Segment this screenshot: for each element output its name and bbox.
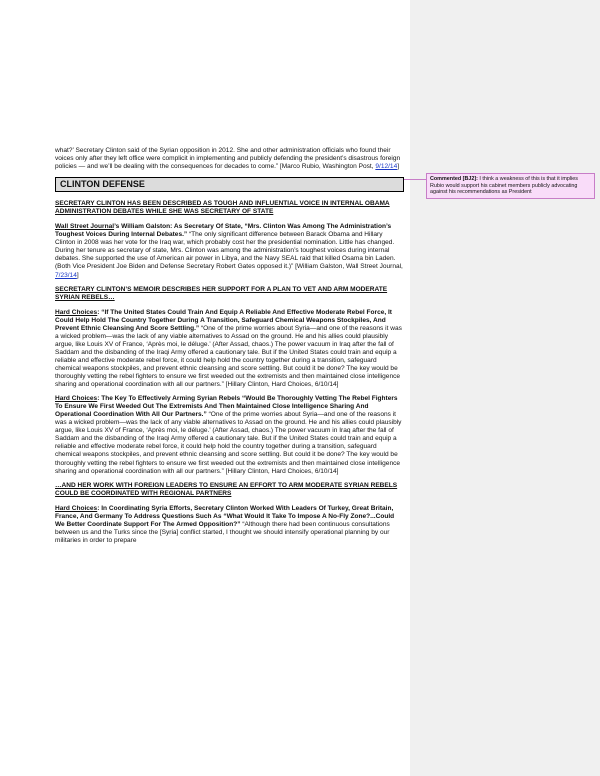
paragraph-hard-choices-1 bbox=[55, 309, 404, 389]
source-hard-choices-3: Hard Choices bbox=[55, 504, 98, 512]
source-hard-choices-1: Hard Choices bbox=[55, 308, 98, 316]
end-wsj: ] bbox=[76, 271, 79, 279]
bold-lead-wsj: ’s William Galston: As Secretary Of State, “Mrs. Clinton Was Among The Administration’s Toughest Voices During Internal Debates.” bbox=[55, 223, 392, 239]
intro-paragraph[interactable] bbox=[55, 147, 404, 171]
intro-source-link[interactable]: 9/12/14 bbox=[375, 163, 398, 171]
body-hc2: “One of the prime worries about Syria—and one of the reasons it was a wicked problem—was the lack of any viable alternatives to Assad on the ground. He and his allies could plausibly argue, like Louis XV of France, ‘Après moi, le déluge.’ (After Assad, chaos.) The power vacuum in Iraq after the fall of Saddam and the disbanding of the Iraqi Army offered a cautionary tale. But if the United States could train and equip a reliable and effective moderate rebel force, it could help hold the country together during a transition, safeguard chemical weapons stockpiles, and prevent ethnic cleansing and score settling. But could it be done? The key would be thoroughly vetting the rebel fighters to ensure we first weeded out the extremists and then maintained close intelligence sharing and operational coordination with all our partners.” [Hillary Clinton, Hard Choices, 6/10/14] bbox=[55, 411, 402, 475]
source-hard-choices-2: Hard Choices bbox=[55, 395, 98, 403]
intro-text: what?’ Secretary Clinton said of the Syrian opposition in 2012. She and other administration officials who found their voices only after they left office were complicit in implementing and publicly defending the president’s disastrous foreign policies — and we’ll be dealing with the consequences for decades to come.” [Marco Rubio, Washington Post, bbox=[55, 147, 401, 171]
paragraph-wsj bbox=[55, 223, 404, 279]
source-wsj: Wall Street Journal bbox=[55, 223, 115, 231]
paragraph-hard-choices-3 bbox=[55, 505, 404, 545]
body-hc3: “Although there had been continuous consultations between us and the Turks since the [Syria] conflict started, I thought we should intensify operational planning by our militaries in order to prepare bbox=[55, 520, 390, 544]
body-hc1: “One of the prime worries about Syria—and one of the reasons it was a wicked problem—was the lack of any viable alternatives to Assad on the ground. He and his allies could plausibly argue, like Louis XV of France, ‘Après moi, le déluge.’ (After Assad, chaos.) The power vacuum in Iraq after the fall of Saddam and the disbanding of the Iraqi Army offered a cautionary tale. But if the United States could train and equip a reliable and effective moderate rebel force, it could help hold the country together during a transition, safeguard chemical weapons stockpiles, and prevent ethnic cleansing and score settling. But could it be done? The key would be thoroughly vetting the rebel fighters to ensure we first weeded out the extremists and then maintained close intelligence sharing and operational coordination with all our partners.” [Hillary Clinton, Hard Choices, 6/10/14] bbox=[55, 324, 402, 389]
body-wsj: “The only significant difference between Barack Obama and Hillary Clinton in 2008 was her vote for the Iraq war, which probably cost her the presidential nomination. Little has changed. During her tenure as secretary of state, Mrs. Clinton was among the administration’s toughest voices during internal debates. She supported the use of American air power in Libya, and the Navy SEAL raid that killed Osama bin Laden. (Both Vice President Joe Biden and Defense Secretary Robert Gates opposed it.)” [William Galston, Wall Street Journal, bbox=[55, 231, 403, 271]
paragraph-hard-choices-2 bbox=[55, 395, 404, 475]
document-body[interactable] bbox=[55, 147, 404, 551]
heading-tough-voice: SECRETARY CLINTON HAS BEEN DESCRIBED AS TOUGH AND INFLUENTIAL VOICE IN INTERNAL OBAMA ADMINISTRATION DEBATES WHILE SHE WAS SECRETARY OF STATE bbox=[55, 200, 390, 216]
bold-lead-hc3: : In Coordinating Syria Efforts, Secretary Clinton Worked With Leaders Of Turkey, Great Britain, France, And Germany To Address Questions Such As “What Would It Take To Impose A No-Fly Zone?...Could We Better Coordinate Support For The Armed Opposition?” bbox=[55, 504, 395, 528]
comment-margin-pane bbox=[410, 0, 600, 776]
comment-author: Commented [BJ2]: bbox=[430, 176, 478, 182]
heading-foreign-leaders: …AND HER WORK WITH FOREIGN LEADERS TO ENSURE AN EFFORT TO ARM MODERATE SYRIAN REBELS COULD BE COORDINATED WITH REGIONAL PARTNERS bbox=[55, 481, 398, 497]
comment-text: I think a weakness of this is that it implies Rubio would support his cabinet members publicly advocating against his recommendations as President bbox=[430, 176, 578, 196]
bold-lead-hc1: : “If The United States Could Train And Equip A Reliable And Effective Moderate Rebel Force, It Could Help Hold The Country Together During A Transition, Safeguard Chemical Weapons Stockpiles, And Prevent Ethnic Cleansing And Score Settling.” bbox=[55, 308, 392, 332]
wsj-source-link[interactable]: 7/23/14 bbox=[55, 271, 77, 279]
bold-lead-hc2: : The Key To Effectively Arming Syrian Rebels “Would Be Thoroughly Vetting The Rebel Fighters To Ensure We First Weeded Out The Extremists And Then Maintained Close Intelligence Sharing And Operational Coordination With All Our Partners.” bbox=[55, 395, 398, 419]
heading-memoir: SECRETARY CLINTON’S MEMOIR DESCRIBES HER SUPPORT FOR A PLAN TO VET AND ARM MODERATE SYRIAN REBELS… bbox=[55, 285, 388, 301]
section-header: CLINTON DEFENSE bbox=[55, 177, 404, 192]
comment-balloon[interactable] bbox=[426, 173, 595, 199]
intro-end: ] bbox=[397, 163, 400, 171]
